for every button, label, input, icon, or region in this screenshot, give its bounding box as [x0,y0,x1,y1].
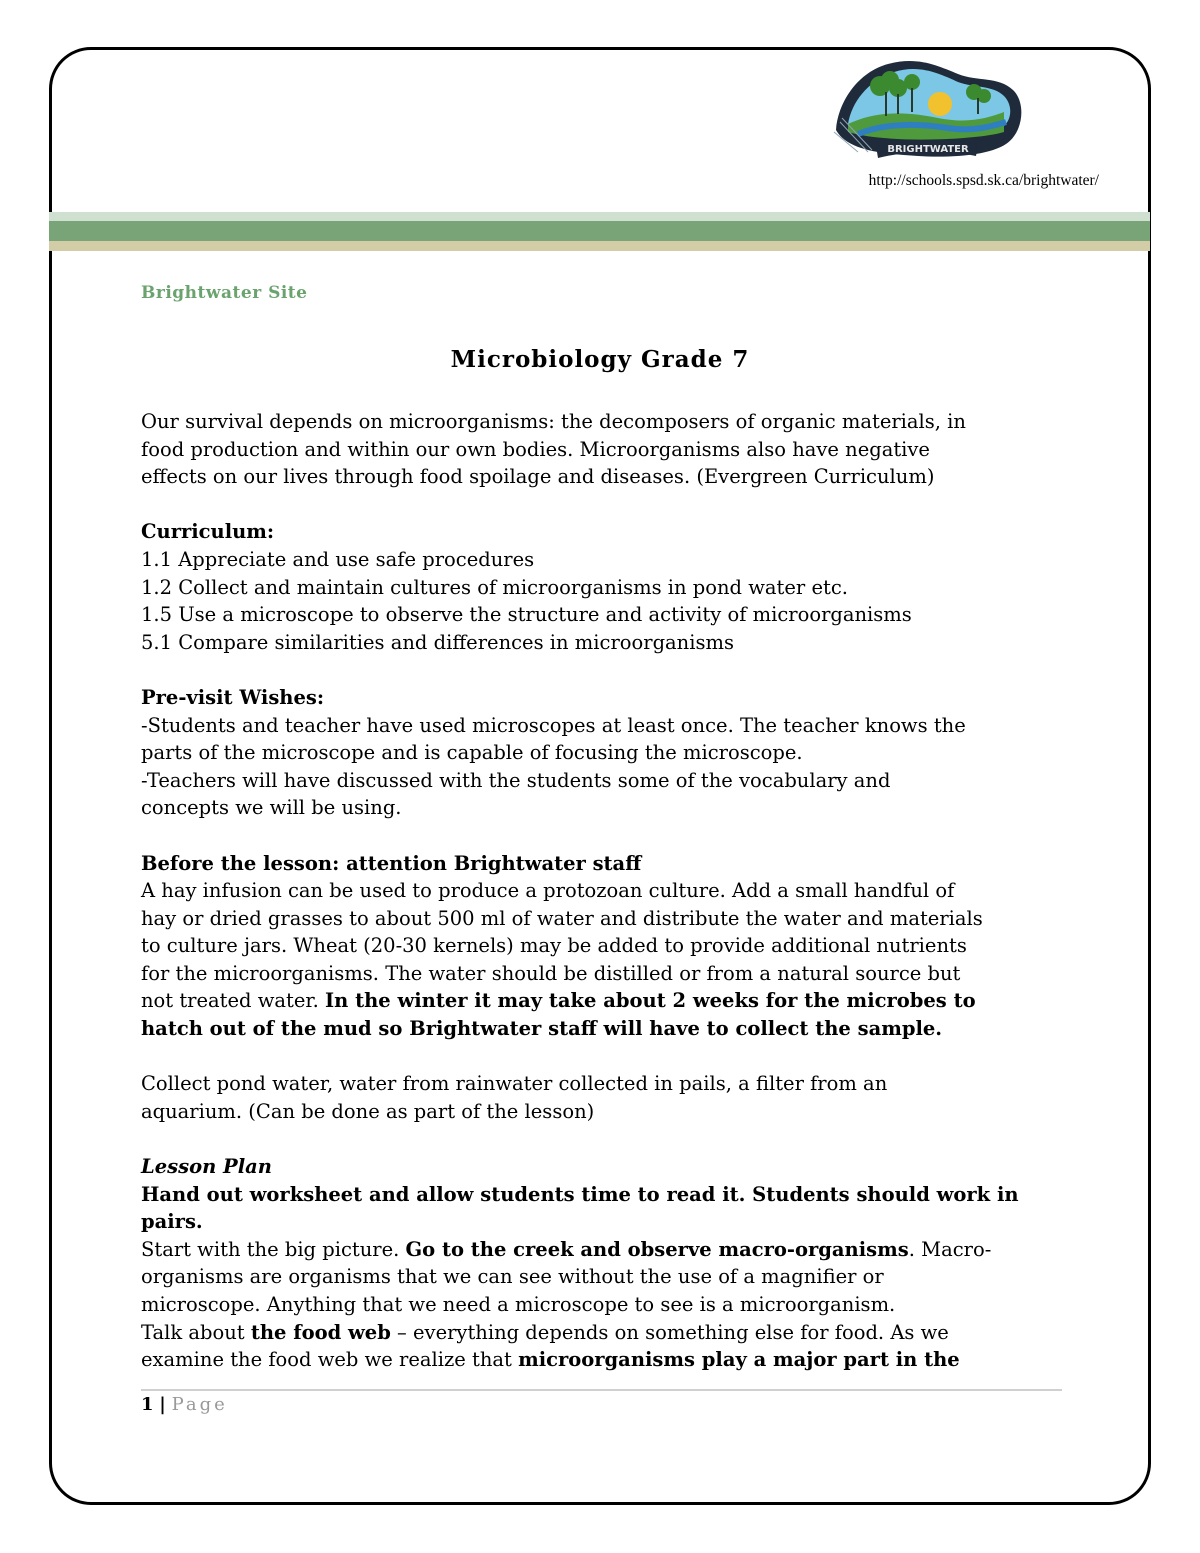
header-band-sand [49,241,1150,251]
before-lesson-line: to culture jars. Wheat (20-30 kernels) may be added to provide additional nutrients [141,934,967,958]
before-lesson-line: hay or dried grasses to about 500 ml of water and distribute the water and materials [141,906,983,930]
previsit-line: concepts we will be using. [141,796,402,820]
curriculum-heading: Curriculum: [141,520,275,544]
lesson-line: organisms are organisms that we can see without the use of a magnifier or [141,1265,884,1289]
curriculum-item: 1.1 Appreciate and use safe procedures [141,547,535,571]
page-title: Microbiology Grade 7 [450,346,750,373]
intro-line: Our survival depends on microorganisms: the decomposers of organic materials, in [141,410,966,433]
page-footer [141,1394,228,1415]
site-label: Brightwater Site [141,283,308,303]
previsit-heading: Pre-visit Wishes: [141,685,325,709]
header-band-light [49,212,1150,221]
footer-separator: | [159,1394,166,1415]
before-lesson-line: hatch out of the mud so Brightwater staff will have to collect the sample. [141,1017,943,1041]
previsit-line: parts of the microscope and is capable of focusing the microscope. [141,741,803,765]
lesson-line: Talk about the food web – everything depends on something else for food. As we [141,1320,949,1344]
intro-line: effects on our lives through food spoilage and diseases. (Evergreen Curriculum) [141,465,935,489]
lesson-line: microscope. Anything that we need a microscope to see is a microorganism. [141,1293,896,1316]
site-url: http://schools.spsd.sk.ca/brightwater/ [868,172,1099,189]
curriculum-item: 5.1 Compare similarities and differences in microorganisms [141,630,734,654]
lesson-line: examine the food web we realize that microorganisms play a major part in the [141,1348,960,1372]
lesson-line: Start with the big picture. Go to the creek and observe macro-organisms. Macro- [141,1237,992,1261]
header-band-green [49,221,1150,241]
before-lesson-line: A hay infusion can be used to produce a protozoan culture. Add a small handful of [141,879,955,903]
logo-text: BRIGHTWATER [887,144,969,155]
before-lesson-line: not treated water. In the winter it may take about 2 weeks for the microbes to [141,989,976,1013]
page-word: Page [171,1394,228,1415]
collect-line: Collect pond water, water from rainwater collected in pails, a filter from an [141,1072,888,1096]
previsit-line: -Teachers will have discussed with the students some of the vocabulary and [141,768,891,792]
footer-rule [141,1389,1062,1391]
curriculum-item: 1.2 Collect and maintain cultures of microorganisms in pond water etc. [141,575,848,599]
previsit-line: -Students and teacher have used microscopes at least once. The teacher knows the [141,713,966,737]
lesson-line: pairs. [141,1210,203,1234]
before-lesson-line: for the microorganisms. The water should be distilled or from a natural source but [141,961,961,985]
document-body [141,408,1066,1374]
before-lesson-heading: Before the lesson: attention Brightwater staff [141,851,642,875]
lesson-plan-heading: Lesson Plan [141,1155,272,1179]
brightwater-logo [828,52,1028,162]
intro-line: food production and within our own bodies. Microorganisms also have negative [141,437,930,461]
collect-line: aquarium. (Can be done as part of the lesson) [141,1099,595,1123]
page-number: 1 [141,1394,154,1415]
lesson-line: Hand out worksheet and allow students time to read it. Students should work in [141,1182,1019,1206]
curriculum-item: 1.5 Use a microscope to observe the structure and activity of microorganisms [141,603,912,627]
